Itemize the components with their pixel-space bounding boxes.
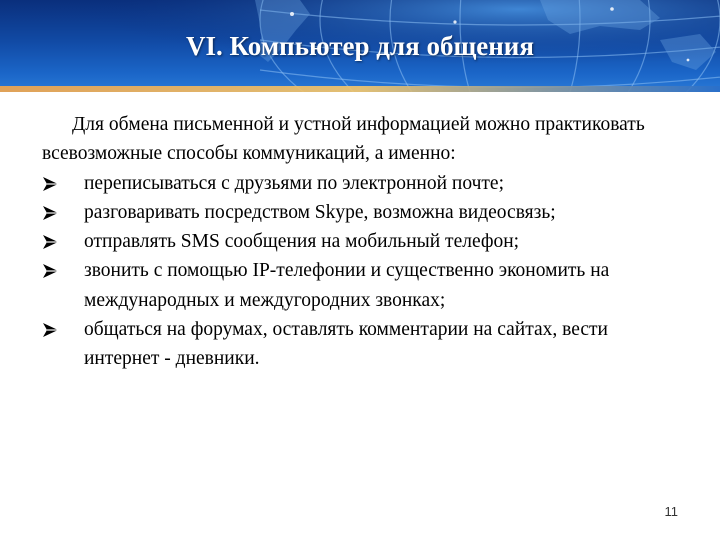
intro-paragraph: Для обмена письменной и устной информацией можно практиковать всевозможные способы коммуникаций, а именно: <box>42 114 645 165</box>
list-item <box>42 198 682 227</box>
header-banner <box>0 0 720 92</box>
arrowhead-bullet-icon <box>42 263 59 279</box>
page-number: 11 <box>664 504 678 519</box>
list-item <box>42 256 682 315</box>
arrowhead-bullet-icon <box>42 176 59 192</box>
list-item <box>42 169 682 198</box>
list-item-text: общаться на форумах, оставлять комментарии на сайтах, вести интернет - дневники. <box>84 319 608 370</box>
list-item <box>42 315 682 374</box>
list-item-text: отправлять SMS сообщения на мобильный телефон; <box>84 231 520 253</box>
list-item-text: переписываться с друзьями по электронной почте; <box>84 172 505 194</box>
slide-title: VI. Компьютер для общения <box>186 31 534 61</box>
arrowhead-bullet-icon <box>42 205 59 221</box>
list-item-text: звонить с помощью IP-телефонии и существенно экономить на международных и междугородних звонках; <box>84 260 610 311</box>
slide-body <box>42 110 682 374</box>
arrowhead-bullet-icon <box>42 234 59 250</box>
list-item-text: разговаривать посредством Skype, возможна видеосвязь; <box>84 201 556 223</box>
list-item <box>42 227 682 256</box>
bullet-list <box>42 169 682 374</box>
arrowhead-bullet-icon <box>42 322 59 338</box>
